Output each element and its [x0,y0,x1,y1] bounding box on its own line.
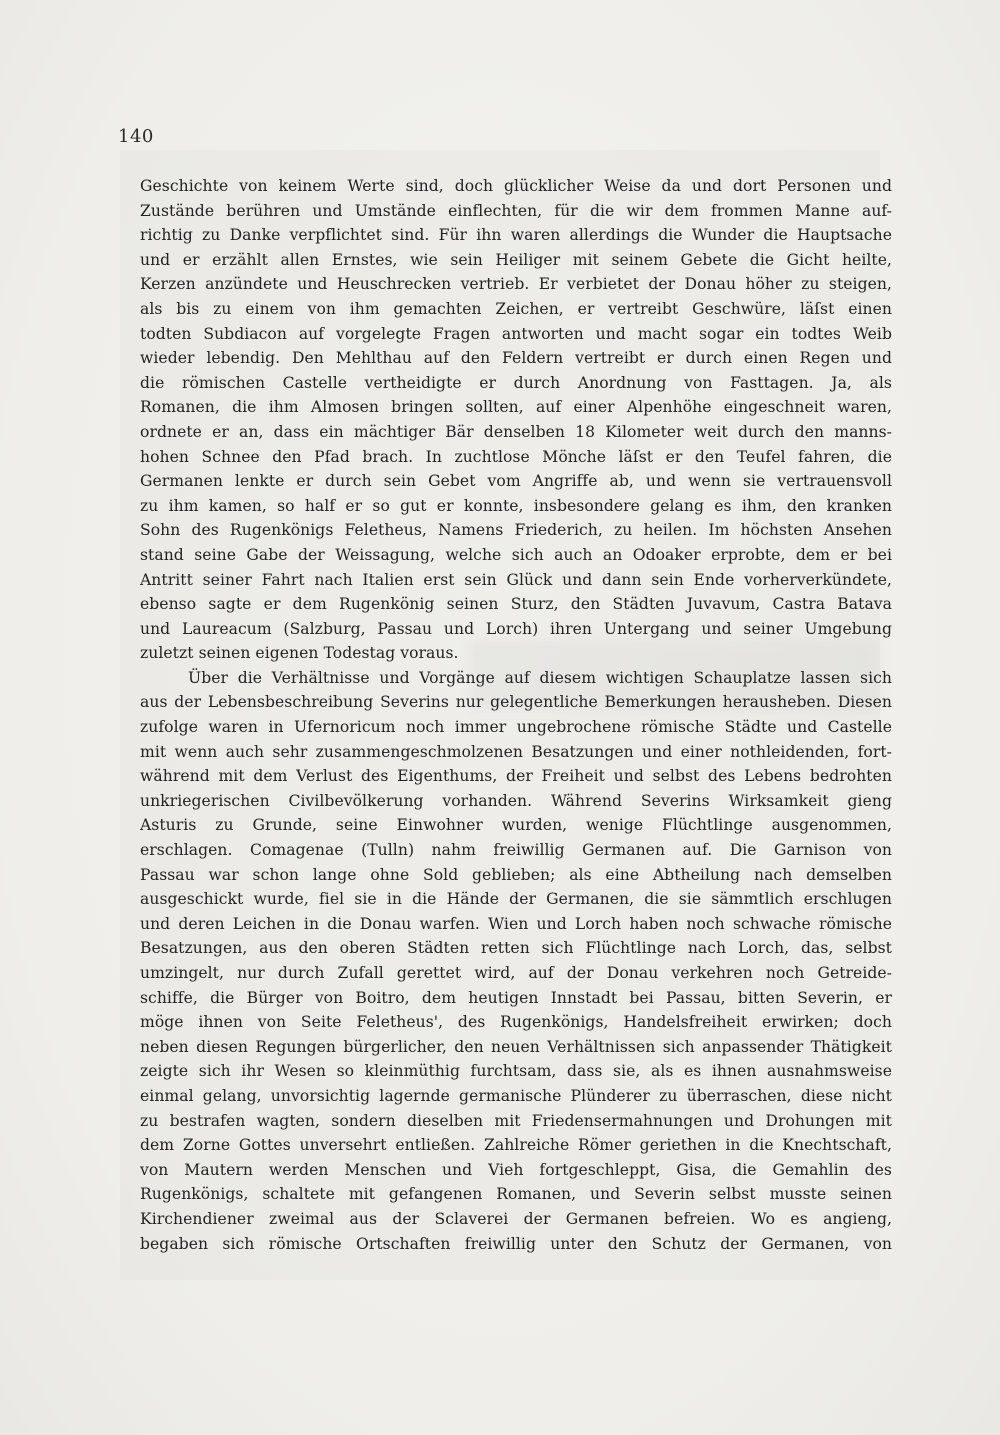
text-line: Antritt seiner Fahrt nach Italien erst sein Glück und dann sein Ende vorherverkündete, [140,570,892,589]
text-line: richtig zu Danke verpflichtet sind. Für ihn waren allerdings die Wunder die Hauptsache [140,226,892,245]
text-line: begaben sich römische Ortschaften freiwillig unter den Schutz der Germanen, von [140,1234,892,1253]
text-line: einmal gelang, unvorsichtig lagernde germanische Plünderer zu überraschen, diese nicht [140,1086,892,1105]
text-line: stand seine Gabe der Weissagung, welche sich auch an Odoaker erprobte, dem er bei [140,545,892,564]
text-line: zu bestrafen wagten, sondern dieselben mit Friedensermahnungen und Drohungen mit [140,1111,892,1130]
text-line: während mit dem Verlust des Eigenthums, der Freiheit und selbst des Lebens bedrohten [140,767,892,786]
text-line: zufolge waren in Ufernoricum noch immer ungebrochene römische Städte und Castelle [140,718,892,737]
text-line: Germanen lenkte er durch sein Gebet vom Angriffe ab, und wenn sie vertrauensvoll [140,472,892,491]
text-line: die römischen Castelle vertheidigte er durch Anordnung von Fasttagen. Ja, als [140,373,892,392]
body-text [140,174,892,1256]
text-line: Kerzen anzündete und Heuschrecken vertrieb. Er verbietet der Donau höher zu steigen, [140,275,892,294]
text-line: Besatzungen, aus den oberen Städten retten sich Flüchtlinge nach Lorch, das, selbst [140,939,892,958]
text-line: ebenso sagte er dem Rugenkönig seinen Sturz, den Städten Juvavum, Castra Batava [140,595,892,614]
text-line: als bis zu einem von ihm gemachten Zeichen, er vertreibt Geschwüre, läſst einen [140,299,892,318]
text-line: schiffe, die Bürger von Boitro, dem heutigen Innstadt bei Passau, bitten Severin, er [140,988,892,1007]
text-line: zeigte sich ihr Wesen so kleinmüthig furchtsam, dass sie, als es ihnen ausnahmsweise [140,1062,892,1081]
text-line: Kirchendiener zweimal aus der Sclaverei der Germanen befreien. Wo es angieng, [140,1209,892,1228]
text-line: ausgeschickt wurde, fiel sie in die Hände der Germanen, die sie sämmtlich erschlugen [140,890,892,909]
text-line: und deren Leichen in die Donau warfen. Wien und Lorch haben noch schwache römische [140,914,892,933]
text-line: umzingelt, nur durch Zufall gerettet wird, auf der Donau verkehren noch Getreide- [140,964,892,982]
text-line: neben diesen Regungen bürgerlicher, den neuen Verhältnissen sich anpassender Thätigkeit [140,1037,892,1056]
text-line: erschlagen. Comagenae (Tulln) nahm freiwillig Germanen auf. Die Garnison von [140,841,892,860]
paragraph-end-line: zuletzt seinen eigenen Todestag voraus. [140,644,459,663]
text-line: Zustände berühren und Umstände einflechten, für die wir dem frommen Manne auf- [140,201,892,220]
text-line: Passau war schon lange ohne Sold geblieben; als eine Abtheilung nach demselben [140,865,892,884]
page-number: 140 [118,126,154,147]
text-line: und Laureacum (Salzburg, Passau und Lorch) ihren Untergang und seiner Umgebung [140,619,892,638]
text-line: von Mautern werden Menschen und Vieh fortgeschleppt, Gisa, die Gemahlin des [140,1160,892,1179]
text-line: Geschichte von keinem Werte sind, doch glücklicher Weise da und dort Personen und [140,177,892,195]
text-line: Asturis zu Grunde, seine Einwohner wurden, wenige Flüchtlinge ausgenommen, [140,816,892,835]
text-line: wieder lebendig. Den Mehlthau auf den Feldern vertreibt er durch einen Regen und [140,349,892,368]
paragraph-start-line: Über die Verhältnisse und Vorgänge auf diesem wichtigen Schauplatze lassen sich [188,668,892,687]
text-line: unkriegerischen Civilbevölkerung vorhanden. Während Severins Wirksamkeit gieng [140,791,892,810]
text-line: Rugenkönigs, schaltete mit gefangenen Romanen, und Severin selbst musste seinen [140,1185,892,1204]
text-line: Romanen, die ihm Almosen bringen sollten, auf einer Alpenhöhe eingeschneit waren, [140,398,892,417]
text-line: dem Zorne Gottes unversehrt entließen. Zahlreiche Römer geriethen in die Knechtschaft, [140,1136,892,1155]
text-line: Sohn des Rugenkönigs Feletheus, Namens Friederich, zu heilen. Im höchsten Ansehen [140,521,892,540]
text-line: mit wenn auch sehr zusammengeschmolzenen Besatzungen und einer nothleidenden, fort- [140,742,892,761]
text-line: und er erzählt allen Ernstes, wie sein Heiliger mit seinem Gebete die Gicht heilte, [140,250,892,269]
text-line: aus der Lebensbeschreibung Severins nur gelegentliche Bemerkungen herausheben. Diesen [140,693,892,712]
text-line: todten Subdiacon auf vorgelegte Fragen antworten und macht sogar ein todtes Weib [140,324,892,343]
text-line: hohen Schnee den Pfad brach. In zuchtlose Mönche läſst er den Teufel fahren, die [140,447,892,466]
text-line: ordnete er an, dass ein mächtiger Bär denselben 18 Kilometer weit durch den manns- [140,422,892,441]
text-line: zu ihm kamen, so half er so gut er konnte, insbesondere gelang es ihm, den kranken [140,496,892,515]
text-line: möge ihnen von Seite Feletheus', des Rugenkönigs, Handelsfreiheit erwirken; doch [140,1013,892,1032]
